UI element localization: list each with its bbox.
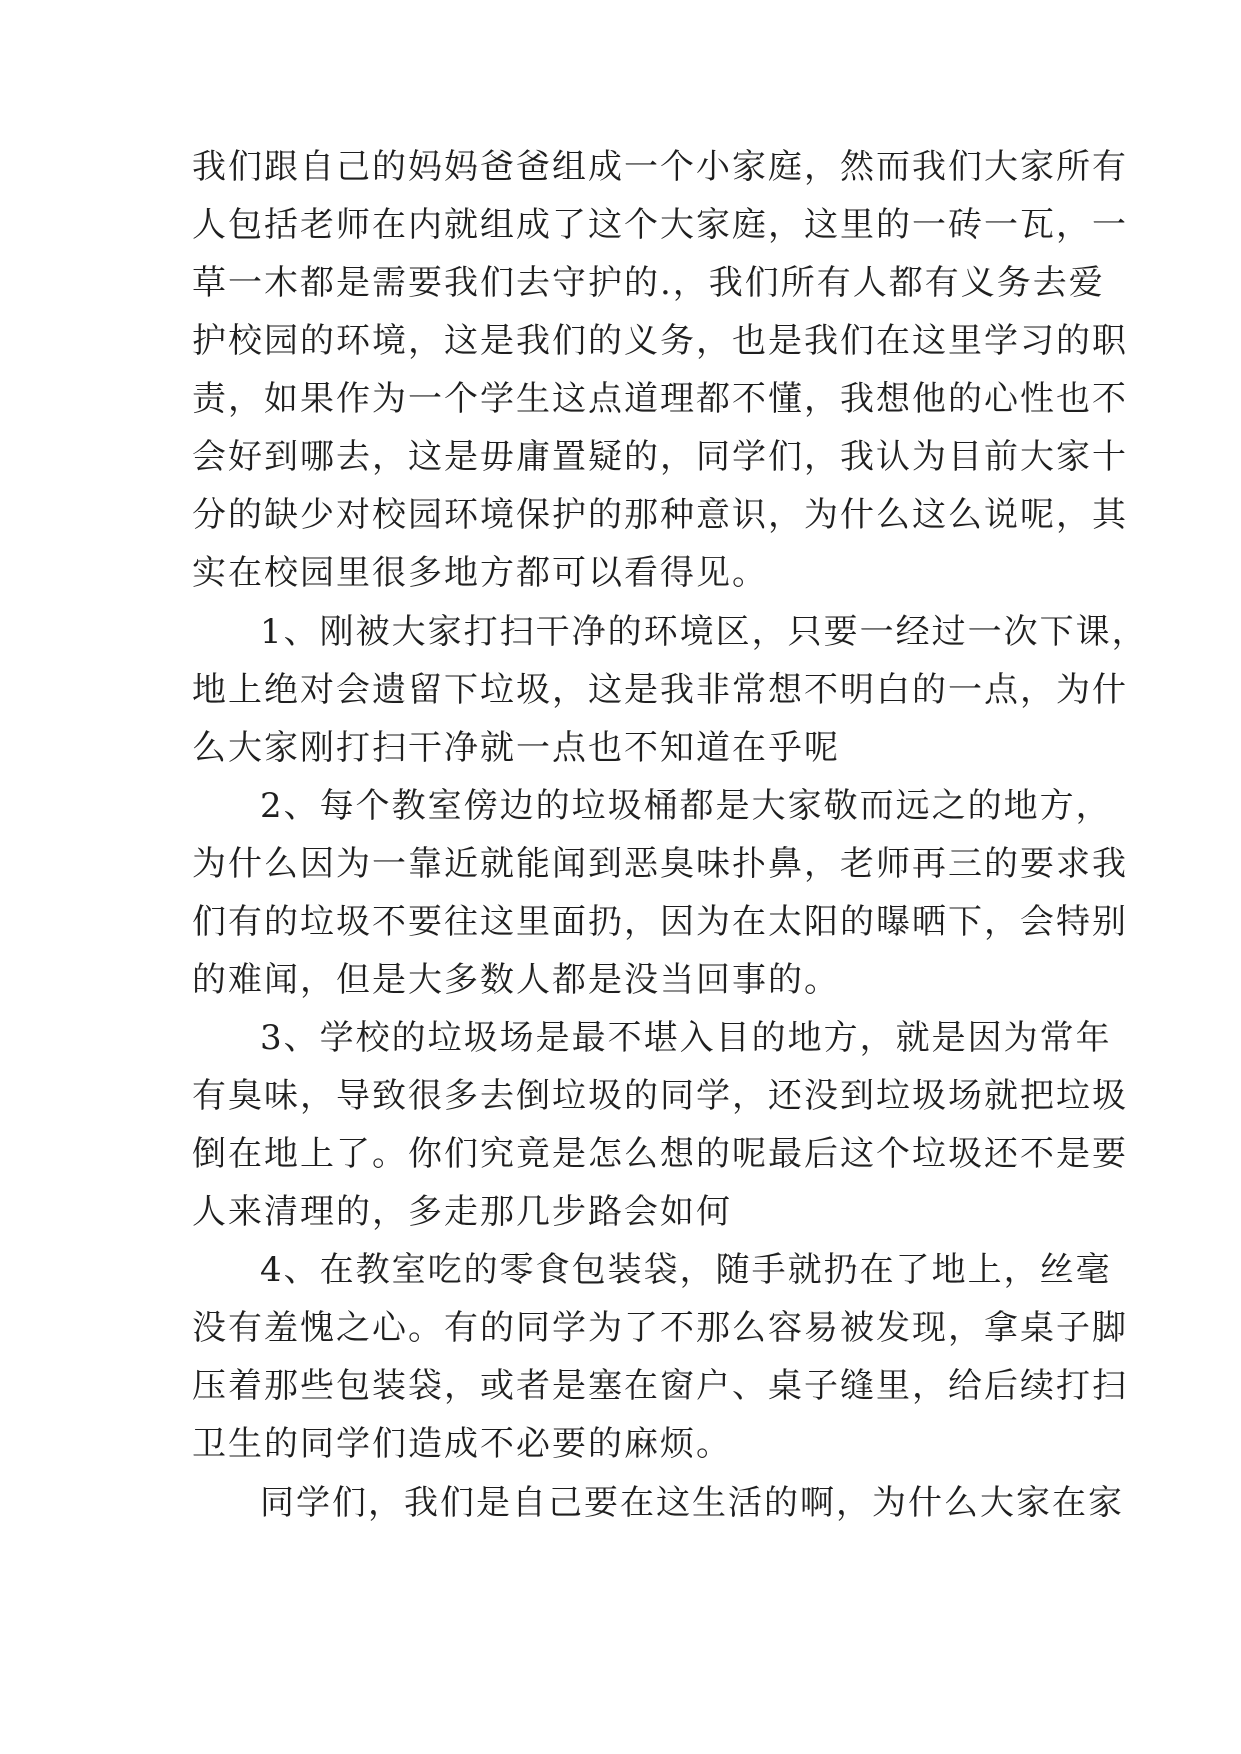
text-line: 会好到哪去，这是毋庸置疑的，同学们，我认为目前大家十 [192,437,1128,477]
text-line: 么大家刚打扫干净就一点也不知道在乎呢 [192,728,840,768]
list-item-4-line: 4、在教室吃的零食包装袋，随手就扔在了地上，丝毫 [260,1250,1112,1290]
text-line: 护校园的环境，这是我们的义务，也是我们在这里学习的职 [192,321,1128,361]
text-line: 没有羞愧之心。有的同学为了不那么容易被发现，拿桌子脚 [192,1308,1128,1348]
text-line: 压着那些包装袋，或者是塞在窗户、桌子缝里，给后续打扫 [192,1366,1128,1406]
text-line: 卫生的同学们造成不必要的麻烦。 [192,1424,732,1464]
text-line: 草一木都是需要我们去守护的.，我们所有人都有义务去爱 [192,263,1105,303]
paragraph-start-line: 同学们，我们是自己要在这生活的啊，为什么大家在家 [260,1483,1124,1523]
text-line: 倒在地上了。你们究竟是怎么想的呢最后这个垃圾还不是要 [192,1134,1128,1174]
list-item-2-line: 2、每个教室傍边的垃圾桶都是大家敬而远之的地方， [260,786,1112,826]
text-line: 人来清理的，多走那几步路会如何 [192,1192,732,1232]
text-line: 责，如果作为一个学生这点道理都不懂，我想他的心性也不 [192,379,1128,419]
text-line: 为什么因为一靠近就能闻到恶臭味扑鼻，老师再三的要求我 [192,844,1128,884]
text-line: 有臭味，导致很多去倒垃圾的同学，还没到垃圾场就把垃圾 [192,1076,1128,1116]
text-line: 们有的垃圾不要往这里面扔，因为在太阳的曝晒下，会特别 [192,902,1128,942]
text-line: 实在校园里很多地方都可以看得见。 [192,553,768,593]
text-line: 的难闻，但是大多数人都是没当回事的。 [192,960,840,1000]
text-line: 地上绝对会遗留下垃圾，这是我非常想不明白的一点，为什 [192,670,1128,710]
list-item-3-line: 3、学校的垃圾场是最不堪入目的地方，就是因为常年 [260,1018,1112,1058]
text-line: 人包括老师在内就组成了这个大家庭，这里的一砖一瓦，一 [192,205,1128,245]
list-item-1-line: 1、刚被大家打扫干净的环境区，只要一经过一次下课， [260,612,1148,652]
text-line: 分的缺少对校园环境保护的那种意识，为什么这么说呢，其 [192,495,1128,535]
text-line: 我们跟自己的妈妈爸爸组成一个小家庭，然而我们大家所有 [192,147,1128,187]
